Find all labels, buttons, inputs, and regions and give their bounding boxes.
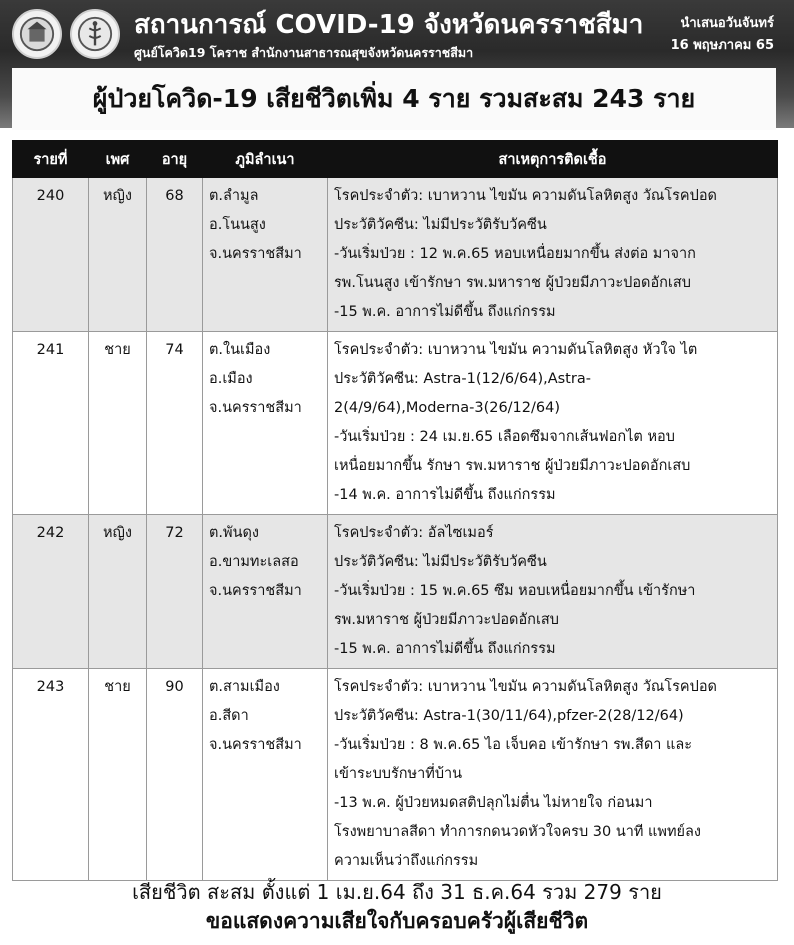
age-cell: 90	[147, 669, 203, 881]
cause-line: ประวัติวัคซีน: ไม่มีประวัติรับวัคซีน	[334, 217, 547, 233]
table-row	[13, 515, 778, 669]
age-cell: 72	[147, 515, 203, 669]
cumulative-deaths-note: เสียชีวิต สะสม ตั้งแต่ 1 เม.ย.64 ถึง 31 ธ.ค.64 รวม 279 ราย	[132, 880, 662, 904]
case-no-cell: 242	[13, 515, 89, 669]
col-header-case-no: รายที่	[13, 141, 89, 178]
hometown-line: อ.ขามทะเลสอ	[209, 554, 299, 570]
cause-line: รพ.โนนสูง เข้ารักษา รพ.มหาราช ผู้ป่วยมีภาวะปอดอักเสบ	[334, 275, 691, 291]
hometown-cell	[203, 332, 328, 515]
sex-cell: หญิง	[89, 515, 147, 669]
hometown-cell	[203, 515, 328, 669]
headline-banner: ผู้ป่วยโควิด-19 เสียชีวิตเพิ่ม 4 ราย รวมสะสม 243 ราย	[12, 68, 776, 130]
cause-line: -13 พ.ค. ผู้ป่วยหมดสติปลุกไม่ตื่น ไม่หายใจ ก่อนมา	[334, 795, 653, 811]
cause-cell	[328, 178, 778, 332]
cause-line: เหนื่อยมากขึ้น รักษา รพ.มหาราช ผู้ป่วยมีภาวะปอดอักเสบ	[334, 458, 691, 474]
cause-line: ประวัติวัคซีน: Astra-1(12/6/64),Astra-	[334, 371, 591, 387]
report-day: นำเสนอวันจันทร์	[680, 16, 774, 31]
table-header-row	[13, 141, 778, 178]
table-row	[13, 669, 778, 881]
case-no-cell: 243	[13, 669, 89, 881]
hometown-cell	[203, 178, 328, 332]
provincial-seal-icon	[12, 9, 62, 59]
case-no-cell: 241	[13, 332, 89, 515]
cause-line: รพ.มหาราช ผู้ป่วยมีภาวะปอดอักเสบ	[334, 612, 559, 628]
health-office-emblem-icon	[70, 9, 120, 59]
hometown-line: จ.นครราชสีมา	[209, 400, 302, 416]
age-cell: 68	[147, 178, 203, 332]
page-title: สถานการณ์ COVID-19 จังหวัดนครราชสีมา	[134, 10, 644, 40]
report-date	[671, 13, 774, 57]
page-subtitle: ศูนย์โควิด19 โคราช สำนักงานสาธารณสุขจังหวัดนครราชสีมา	[134, 45, 474, 60]
hometown-line: ต.พันดุง	[209, 525, 259, 541]
cause-line: -14 พ.ค. อาการไม่ดีขึ้น ถึงแก่กรรม	[334, 487, 556, 503]
table-row	[13, 178, 778, 332]
cause-line: 2(4/9/64),Moderna-3(26/12/64)	[334, 400, 561, 416]
cause-line: โรคประจำตัว: เบาหวาน ไขมัน ความดันโลหิตสูง วัณโรคปอด	[334, 679, 717, 695]
cause-line: -15 พ.ค. อาการไม่ดีขึ้น ถึงแก่กรรม	[334, 641, 556, 657]
col-header-sex: เพศ	[89, 141, 147, 178]
cause-line: -วันเริ่มป่วย : 15 พ.ค.65 ซึม หอบเหนื่อยมากขึ้น เข้ารักษา	[334, 583, 696, 599]
case-no-cell: 240	[13, 178, 89, 332]
cause-cell	[328, 669, 778, 881]
col-header-age: อายุ	[147, 141, 203, 178]
hometown-line: จ.นครราชสีมา	[209, 737, 302, 753]
cause-line: -วันเริ่มป่วย : 12 พ.ค.65 หอบเหนื่อยมากขึ้น ส่งต่อ มาจาก	[334, 246, 696, 262]
hometown-line: อ.โนนสูง	[209, 217, 266, 233]
death-cases-table	[12, 140, 778, 881]
sex-cell: ชาย	[89, 669, 147, 881]
cause-cell	[328, 515, 778, 669]
cause-line: ประวัติวัคซีน: Astra-1(30/11/64),pfzer-2(28/12/64)	[334, 708, 684, 724]
sex-cell: ชาย	[89, 332, 147, 515]
cause-line: โรงพยาบาลสีดา ทำการกดนวดหัวใจครบ 30 นาที แพทย์ลง	[334, 824, 701, 840]
hometown-line: อ.สีดา	[209, 708, 249, 724]
hometown-line: อ.เมือง	[209, 371, 253, 387]
hometown-line: ต.ลำมูล	[209, 188, 259, 204]
cause-line: ความเห็นว่าถึงแก่กรรม	[334, 853, 479, 869]
col-header-hometown: ภูมิลำเนา	[203, 141, 328, 178]
cause-cell	[328, 332, 778, 515]
table-row	[13, 332, 778, 515]
cause-line: ประวัติวัคซีน: ไม่มีประวัติรับวัคซีน	[334, 554, 547, 570]
sex-cell: หญิง	[89, 178, 147, 332]
hometown-line: ต.ในเมือง	[209, 342, 271, 358]
hometown-line: จ.นครราชสีมา	[209, 583, 302, 599]
cause-line: -วันเริ่มป่วย : 8 พ.ค.65 ไอ เจ็บคอ เข้ารักษา รพ.สีดา และ	[334, 737, 693, 753]
hometown-line: ต.สามเมือง	[209, 679, 280, 695]
col-header-cause: สาเหตุการติดเชื้อ	[328, 141, 778, 178]
cause-line: โรคประจำตัว: อัลไซเมอร์	[334, 525, 494, 541]
age-cell: 74	[147, 332, 203, 515]
cause-line: -15 พ.ค. อาการไม่ดีขึ้น ถึงแก่กรรม	[334, 304, 556, 320]
cause-line: โรคประจำตัว: เบาหวาน ไขมัน ความดันโลหิตสูง วัณโรคปอด	[334, 188, 717, 204]
hometown-cell	[203, 669, 328, 881]
cause-line: โรคประจำตัว: เบาหวาน ไขมัน ความดันโลหิตสูง หัวใจ ไต	[334, 342, 698, 358]
report-date-value: 16 พฤษภาคม 65	[670, 38, 774, 53]
cause-line: เข้าระบบรักษาที่บ้าน	[334, 766, 463, 782]
condolence-message: ขอแสดงความเสียใจกับครอบครัวผู้เสียชีวิต	[205, 909, 589, 933]
hometown-line: จ.นครราชสีมา	[209, 246, 302, 262]
cause-line: -วันเริ่มป่วย : 24 เม.ย.65 เลือดซึมจากเส้นฟอกไต หอบ	[334, 429, 675, 445]
